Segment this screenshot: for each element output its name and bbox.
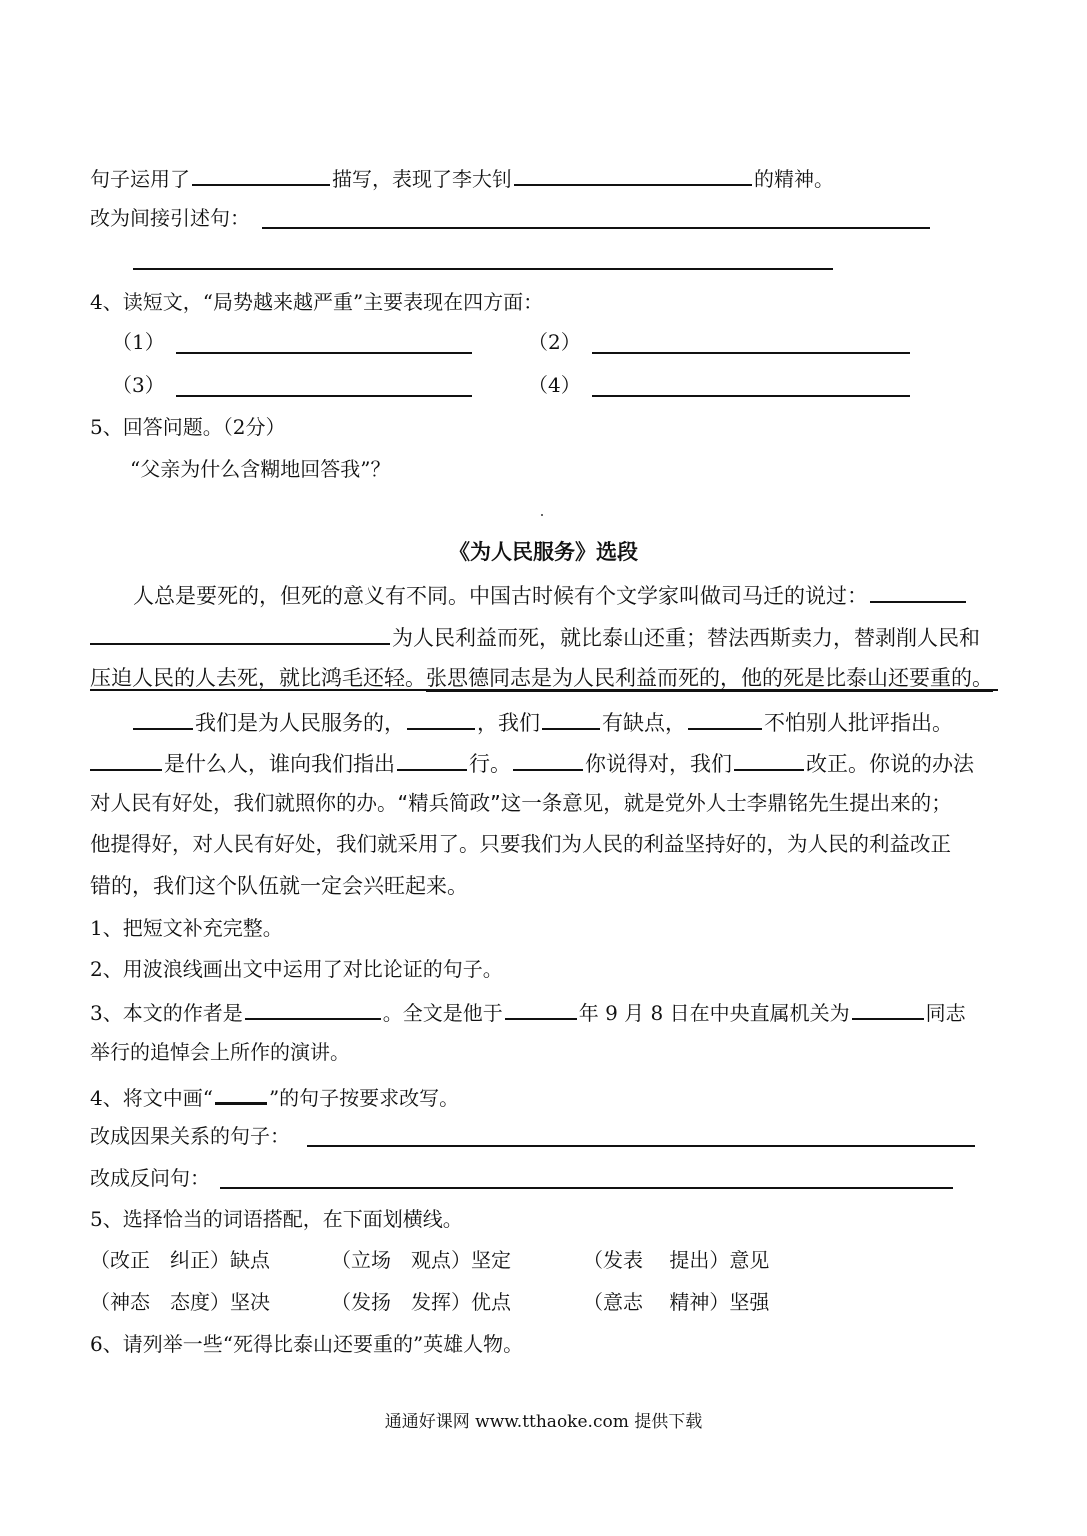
sentence-analysis-line [90, 162, 834, 193]
text: 4、将文中画“ [90, 1086, 213, 1110]
passage-line-6: 对人民有好处，我们就照你的办。“精兵简政”这一条意见，就是党外人士李鼎铭先生提出来的； [90, 791, 952, 815]
passage-line-4 [133, 706, 953, 737]
question-4 [90, 1080, 459, 1112]
text: 的精神。 [754, 167, 834, 191]
answer-line[interactable] [592, 352, 910, 354]
word-choice-1: （改正 纠正）缺点 [90, 1248, 270, 1272]
passage-line-8: 错的，我们这个队伍就一定会兴旺起来。 [90, 874, 468, 898]
q4-item-1: （1） [112, 330, 165, 354]
answer-blank[interactable] [734, 747, 804, 771]
text: 描写，表现了李大钊 [332, 167, 512, 191]
word-choice-2: （立场 观点）坚定 [331, 1248, 511, 1272]
passage-line-5 [90, 747, 974, 778]
passage-title: 《为人民服务》选段 [449, 540, 638, 564]
text: 我们是为人民服务的， [195, 711, 405, 735]
answer-line[interactable] [220, 1187, 953, 1189]
answer-blank[interactable] [192, 162, 330, 186]
question-5-text: “父亲为什么含糊地回答我”？ [130, 457, 391, 481]
rhetorical-label: 改成反问句： [90, 1166, 210, 1190]
word-choice-6: （意志 精神）坚强 [583, 1290, 770, 1314]
underline-sample [215, 1080, 267, 1105]
answer-blank[interactable] [90, 747, 162, 771]
answer-blank[interactable] [542, 706, 600, 730]
text: 年 9 月 8 日在中央直属机关为 [578, 1001, 850, 1025]
passage-underline [90, 689, 998, 691]
text: 不怕别人批评指出。 [764, 711, 953, 735]
text: 3、本文的作者是 [90, 1001, 243, 1025]
answer-line[interactable] [176, 395, 472, 397]
answer-blank[interactable] [90, 621, 390, 645]
scan-dot [541, 514, 543, 516]
answer-blank[interactable] [133, 706, 193, 730]
question-3-continued: 举行的追悼会上所作的演讲。 [90, 1040, 350, 1064]
footer-credit: 通通好课网 www.tthaoke.com 提供下载 [384, 1412, 703, 1432]
question-4-label: 4、读短文，“局势越来越严重”主要表现在四方面： [90, 290, 544, 314]
q4-item-3: （3） [112, 373, 165, 397]
text: 。全文是他于 [382, 1001, 503, 1025]
word-choice-3: （发表 提出）意见 [583, 1248, 770, 1272]
text: ，我们 [477, 711, 540, 735]
answer-blank[interactable] [245, 996, 381, 1020]
answer-line[interactable] [262, 227, 930, 229]
answer-blank[interactable] [514, 162, 752, 186]
text: 人总是要死的，但死的意义有不同。中国古时候有个文学家叫做司马迁的说过： [133, 584, 868, 608]
q4-item-4: （4） [528, 373, 581, 397]
text: 改正。你说的办法 [806, 752, 974, 776]
passage-line-1 [133, 579, 968, 610]
passage-line-3 [90, 664, 993, 692]
indirect-speech-label: 改为间接引述句： [90, 206, 250, 230]
answer-blank[interactable] [852, 996, 924, 1020]
text: 是什么人，谁向我们指出 [164, 752, 395, 776]
passage-line-2 [90, 621, 980, 652]
answer-line[interactable] [133, 268, 833, 270]
word-choice-5: （发扬 发挥）优点 [331, 1290, 511, 1314]
text: ”的句子按要求改写。 [268, 1086, 460, 1110]
answer-line[interactable] [592, 395, 910, 397]
answer-blank[interactable] [688, 706, 762, 730]
passage-line-7: 他提得好，对人民有好处，我们就采用了。只要我们为人民的利益坚持好的，为人民的利益改正 [90, 832, 951, 856]
text: 行。 [469, 752, 511, 776]
answer-blank[interactable] [505, 996, 577, 1020]
text: 你说得对，我们 [585, 752, 732, 776]
answer-blank[interactable] [513, 747, 583, 771]
word-choice-4: （神态 态度）坚决 [90, 1290, 270, 1314]
question-6: 6、请列举一些“死得比泰山还要重的”英雄人物。 [90, 1332, 524, 1356]
text: 有缺点， [602, 711, 686, 735]
answer-blank[interactable] [397, 747, 467, 771]
question-5-label: 5、回答问题。（2分） [90, 415, 286, 439]
text: 同志 [925, 1001, 966, 1025]
question-3 [90, 996, 966, 1027]
underlined-sentence: 张思德同志是为人民利益而死的，他的死是比泰山还要重的。 [426, 666, 993, 690]
text: 压迫人民的人去死，就比鸿毛还轻。 [90, 666, 426, 690]
cause-effect-label: 改成因果关系的句子： [90, 1124, 290, 1148]
answer-blank[interactable] [870, 579, 966, 603]
q4-item-2: （2） [528, 330, 581, 354]
question-5: 5、选择恰当的词语搭配，在下面划横线。 [90, 1207, 463, 1231]
question-2: 2、用波浪线画出文中运用了对比论证的句子。 [90, 957, 503, 981]
text: 句子运用了 [90, 167, 190, 191]
text: 为人民利益而死，就比泰山还重；替法西斯卖力，替剥削人民和 [392, 626, 980, 650]
answer-line[interactable] [307, 1145, 975, 1147]
question-1: 1、把短文补充完整。 [90, 916, 283, 940]
answer-blank[interactable] [407, 706, 475, 730]
answer-line[interactable] [176, 352, 472, 354]
